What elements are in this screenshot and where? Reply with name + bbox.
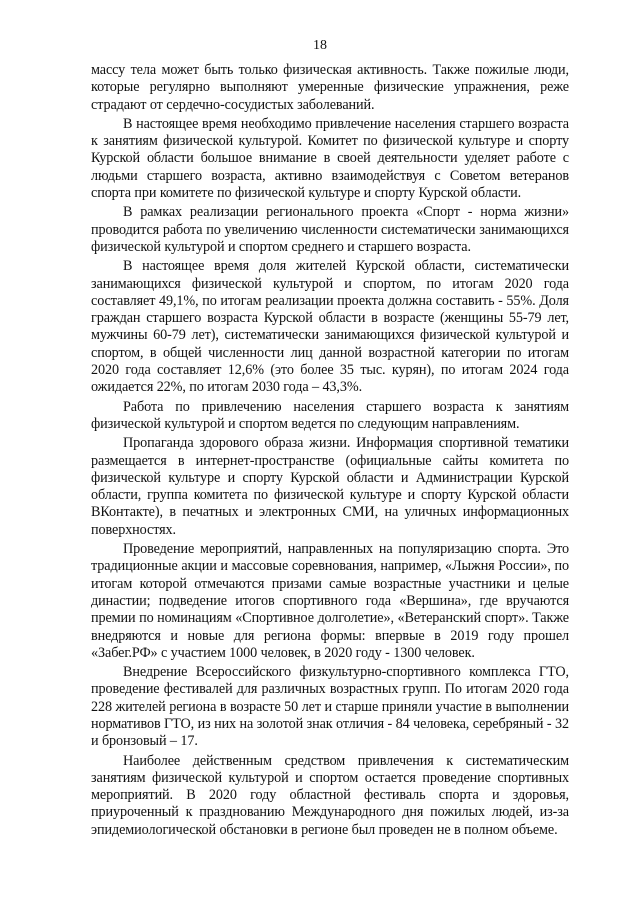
paragraph-7: Проведение мероприятий, направленных на популяризацию спорта. Это традиционные акции и массовые соревнования, например, «Лыжня России», по итогам которой отмечаются призами самые возрастные участники и целые династии; подведение итогов спортивного года «Вершина», где вручаются премии по номинациям «Спортивное долголетие», «Ветеранский спорт». Также внедряются и новые для региона формы: впервые в 2019 году прошел «Забег.РФ» с участием 1000 человек, в 2020 году - 1300 человек. bbox=[91, 541, 569, 661]
paragraph-4: В настоящее время доля жителей Курской области, систематически занимающихся физической культурой и спортом, по итогам 2020 года составляет 49,1%, по итогам реализации проекта должна составить - 55%. Доля граждан старшего возраста Курской области в возрасте (женщины 55-79 лет, мужчины 60-79 лет), систематически занимающихся физической культурой и спортом, в общей численности лиц данной возрастной категории по итогам 2020 года составляет 12,6% (это более 35 тыс. курян), по итогам 2024 года ожидается 22%, по итогам 2030 года – 43,3%. bbox=[91, 258, 569, 396]
paragraph-9: Наиболее действенным средством привлечения к систематическим занятиям физической культурой и спортом остается проведение спортивных мероприятий. В 2020 году областной фестиваль спорта и здоровья, приуроченный к празднованию Международного дня пожилых людей, из-за эпидемиологической обстановки в регионе был проведен не в полном объеме. bbox=[91, 752, 569, 838]
paragraph-1: массу тела может быть только физическая активность. Также пожилые люди, которые регулярно выполняют умеренные физические упражнения, реже страдают от сердечно-сосудистых заболеваний. bbox=[91, 62, 569, 113]
page-number: 18 bbox=[313, 38, 327, 53]
document-body bbox=[91, 62, 569, 841]
paragraph-3: В рамках реализации регионального проекта «Спорт - норма жизни» проводится работа по увеличению численности систематически занимающихся физической культурой и спортом среднего и старшего возраста. bbox=[91, 204, 569, 255]
paragraph-5: Работа по привлечению населения старшего возраста к занятиям физической культурой и спортом ведется по следующим направлениям. bbox=[91, 398, 569, 432]
paragraph-8: Внедрение Всероссийского физкультурно-спортивного комплекса ГТО, проведение фестивалей для различных возрастных групп. По итогам 2020 года 228 жителей региона в возрасте 50 лет и старше приняли участие в выполнении нормативов ГТО, из них на золотой знак отличия - 84 человека, серебряный - 32 и бронзовый – 17. bbox=[91, 664, 569, 750]
paragraph-2: В настоящее время необходимо привлечение населения старшего возраста к занятиям физической культурой. Комитет по физической культуре и спорту Курской области большое внимание в своей деятельности уделяет работе с людьми старшего возраста, активно взаимодействуя с Советом ветеранов спорта при комитете по физической культуре и спорту Курской области. bbox=[91, 115, 569, 202]
paragraph-6: Пропаганда здорового образа жизни. Информация спортивной тематики размещается в интернет-пространстве (официальные сайты комитета по физической культуре и спорту Курской области и Администрации Курской области, группа комитета по физической культуре и спорту Курской области ВКонтакте), в печатных и электронных СМИ, на уличных информационных поверхностях. bbox=[91, 435, 569, 538]
